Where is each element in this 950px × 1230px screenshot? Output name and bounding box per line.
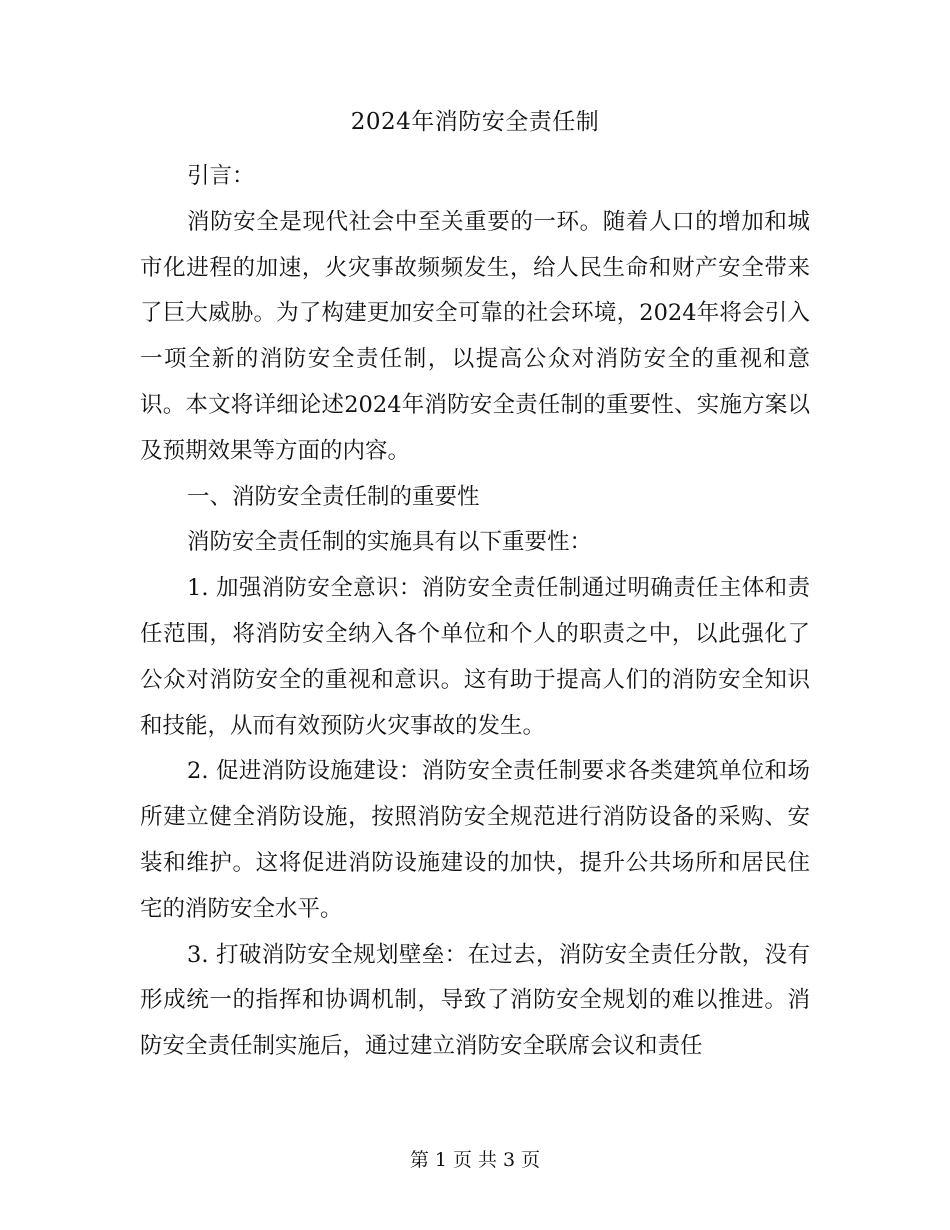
paragraph-point-1: 1. 加强消防安全意识：消防安全责任制通过明确责任主体和责任范围，将消防安全纳入各个单位和个人的职责之中，以此强化了公众对消防安全的重视和意识。这有助于提高人们的消防安全知识和技能，从而有效预防火灾事故的发生。 bbox=[140, 575, 810, 739]
page-footer: 第 1 页 共 3 页 bbox=[409, 1149, 541, 1171]
document-title: 2024年消防安全责任制 bbox=[350, 109, 600, 135]
paragraph-importance-lead: 消防安全责任制的实施具有以下重要性： bbox=[187, 529, 593, 556]
paragraph-intro: 消防安全是现代社会中至关重要的一环。随着人口的增加和城市化进程的加速，火灾事故频频发生，给人民生命和财产安全带来了巨大威胁。为了构建更加安全可靠的社会环境，2024年将会引入一项全新的消防安全责任制，以提高公众对消防安全的重视和意识。本文将详细论述2024年消防安全责任制的重要性、实施方案以及预期效果等方面的内容。 bbox=[140, 208, 810, 464]
paragraph-point-2: 2. 促进消防设施建设：消防安全责任制要求各类建筑单位和场所建立健全消防设施，按照消防安全规范进行消防设备的采购、安装和维护。这将促进消防设施建设的加快，提升公共场所和居民住宅的消防安全水平。 bbox=[140, 758, 810, 922]
paragraph-intro-heading: 引言： bbox=[187, 163, 255, 189]
paragraph-point-3: 3. 打破消防安全规划壁垒：在过去，消防安全责任分散，没有形成统一的指挥和协调机制，导致了消防安全规划的难以推进。消防安全责任制实施后，通过建立消防安全联席会议和责任 bbox=[140, 941, 810, 1060]
section-heading-importance: 一、消防安全责任制的重要性 bbox=[187, 483, 480, 510]
document-body bbox=[140, 154, 810, 1070]
